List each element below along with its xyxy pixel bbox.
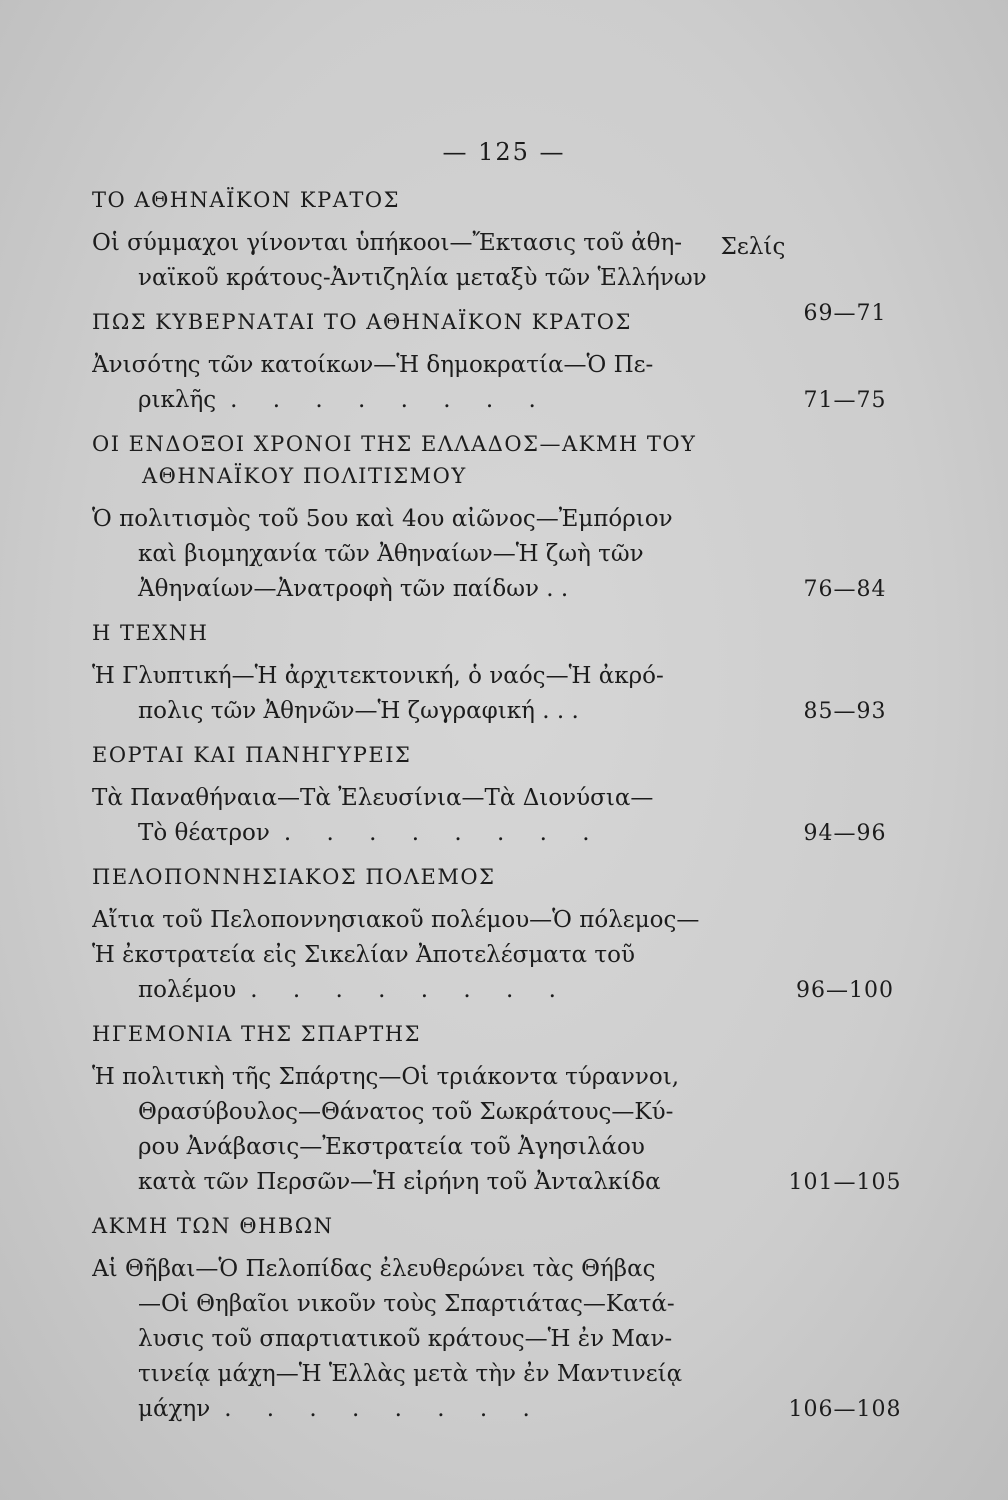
table-of-contents bbox=[0, 178, 1008, 1431]
pages-column-label: Σελίς bbox=[720, 234, 786, 260]
entry-line: πολέμου . . . . . . . . bbox=[138, 977, 570, 1003]
section-heading bbox=[92, 855, 742, 893]
section-entry bbox=[92, 338, 887, 422]
entry-line: Τὰ Παναθήναια—Τὰ Ἐλευσίνια—Τὰ Διονύσια— bbox=[92, 785, 654, 811]
entry-line: Ὁ πολιτισμὸς τοῦ 5ου καὶ 4ου αἰῶνος—Ἐμπόριον bbox=[92, 506, 673, 532]
heading-line: Η ΤΕΧΝΗ bbox=[92, 621, 209, 645]
section-heading bbox=[92, 1204, 742, 1242]
entry-line: Τὸ θέατρον . . . . . . . . bbox=[138, 820, 604, 846]
page-range: 101—105 bbox=[788, 1170, 902, 1195]
toc-section bbox=[0, 855, 1008, 1012]
entry-line: Αἱ Θῆβαι—Ὁ Πελοπίδας ἐλευθερώνει τὰς Θήβας bbox=[92, 1256, 656, 1282]
toc-section bbox=[0, 611, 1008, 733]
section-heading bbox=[92, 733, 742, 771]
section-heading bbox=[92, 1012, 742, 1050]
section-entry bbox=[92, 1242, 902, 1431]
entry-line: λυσις τοῦ σπαρτιατικοῦ κράτους—Ἡ ἐν Μαν- bbox=[138, 1326, 673, 1352]
toc-section bbox=[0, 1204, 1008, 1431]
section-entry bbox=[92, 649, 887, 733]
heading-line: ΕΟΡΤΑΙ ΚΑΙ ΠΑΝΗΓΥΡΕΙΣ bbox=[92, 743, 412, 767]
heading-line: ΤΟ ΑΘΗΝΑΪΚΟΝ ΚΡΑΤΟΣ bbox=[92, 188, 400, 212]
page-range: 69—71 bbox=[803, 301, 887, 326]
entry-line: ρου Ἀνάβασις—Ἐκστρατεία τοῦ Ἀγησιλάου bbox=[138, 1134, 645, 1160]
page-range: 106—108 bbox=[788, 1397, 902, 1422]
toc-section bbox=[0, 733, 1008, 855]
entry-line: Ἡ πολιτικὴ τῆς Σπάρτης—Οἱ τριάκοντα τύραννοι, bbox=[92, 1064, 680, 1090]
page-number: — 125 — bbox=[442, 138, 566, 166]
leader-dots: . . . . . . . . bbox=[224, 1396, 544, 1422]
heading-line: ΠΕΛΟΠΟΝΝΗΣΙΑΚΟΣ ΠΟΛΕΜΟΣ bbox=[92, 865, 496, 889]
page-range: 96—100 bbox=[796, 978, 894, 1003]
entry-line: —Οἱ Θηβαῖοι νικοῦν τοὺς Σπαρτιάτας—Κατά- bbox=[138, 1291, 675, 1317]
page-range: 76—84 bbox=[803, 577, 887, 602]
section-entry bbox=[92, 771, 887, 855]
entry-line: ρικλῆς . . . . . . . . bbox=[138, 387, 550, 413]
heading-line: ΠΩΣ ΚΥΒΕΡΝΑΤΑΙ ΤΟ ΑΘΗΝΑΪΚΟΝ ΚΡΑΤΟΣ bbox=[92, 310, 632, 334]
toc-section bbox=[0, 422, 1008, 611]
page-range: 85—93 bbox=[803, 699, 887, 724]
section-heading bbox=[92, 611, 742, 649]
entry-line: κατὰ τῶν Περσῶν—Ἡ εἰρήνη τοῦ Ἀνταλκίδα bbox=[138, 1169, 661, 1195]
entry-line: Ἡ Γλυπτική—Ἡ ἀρχιτεκτονική, ὁ ναός—Ἡ ἀκρό- bbox=[92, 663, 664, 689]
section-heading bbox=[92, 300, 742, 338]
entry-line: Οἱ σύμμαχοι γίνονται ὑπήκοοι—Ἔκτασις τοῦ ἀθη- bbox=[92, 230, 683, 256]
entry-line: μάχην . . . . . . . . bbox=[138, 1396, 544, 1422]
heading-line: ΗΓΕΜΟΝΙΑ ΤΗΣ ΣΠΑΡΤΗΣ bbox=[92, 1022, 421, 1046]
page-range: 71—75 bbox=[803, 388, 887, 413]
toc-section bbox=[0, 1012, 1008, 1204]
entry-line: Αἴτια τοῦ Πελοποννησιακοῦ πολέμου—Ὁ πόλεμος— bbox=[92, 907, 700, 933]
heading-line: ΑΘΗΝΑΪΚΟΥ ΠΟΛΙΤΙΣΜΟΥ bbox=[142, 464, 467, 488]
section-entry bbox=[92, 893, 894, 1012]
section-entry bbox=[92, 492, 887, 611]
heading-line: ΟΙ ΕΝΔΟΞΟΙ ΧΡΟΝΟΙ ΤΗΣ ΕΛΛΑΔΟΣ—ΑΚΜΗ ΤΟΥ bbox=[92, 432, 697, 456]
section-heading bbox=[92, 178, 742, 216]
entry-line: Ἀθηναίων—Ἀνατροφὴ τῶν παίδων . . bbox=[138, 576, 569, 602]
leader-dots: . . . . . . . . bbox=[250, 977, 570, 1003]
leader-dots: . . . . . . . . bbox=[230, 387, 550, 413]
leader-dots: . . . . . . . . bbox=[283, 820, 604, 846]
entry-line: ναϊκοῦ κράτους-Ἀντιζηλία μεταξὺ τῶν Ἑλλήνων bbox=[138, 265, 707, 291]
entry-line: Ἀνισότης τῶν κατοίκων—Ἡ δημοκρατία—Ὁ Πε- bbox=[92, 352, 654, 378]
entry-line: Θρασύβουλος—Θάνατος τοῦ Σωκράτους—Κύ- bbox=[138, 1099, 674, 1125]
entry-line: τινείᾳ μάχη—Ἡ Ἑλλὰς μετὰ τὴν ἐν Μαντινείᾳ bbox=[138, 1361, 683, 1387]
entry-line: καὶ βιομηχανία τῶν Ἀθηναίων—Ἡ ζωὴ τῶν bbox=[138, 541, 644, 567]
section-heading bbox=[92, 422, 742, 492]
page-range: 94—96 bbox=[803, 821, 887, 846]
entry-line: Ἡ ἐκστρατεία εἰς Σικελίαν Ἀποτελέσματα τοῦ bbox=[92, 942, 635, 968]
entry-line: πολις τῶν Ἀθηνῶν—Ἡ ζωγραφική . . . bbox=[138, 698, 579, 724]
heading-line: ΑΚΜΗ ΤΩΝ ΘΗΒΩΝ bbox=[92, 1214, 334, 1238]
section-entry bbox=[92, 1050, 902, 1204]
